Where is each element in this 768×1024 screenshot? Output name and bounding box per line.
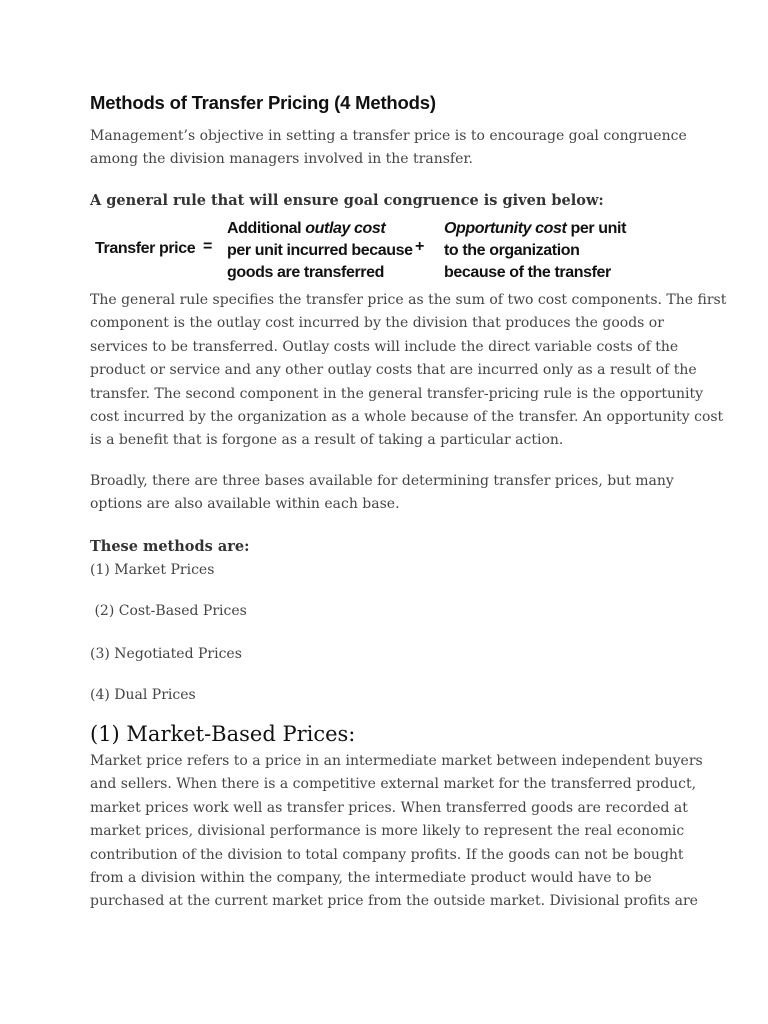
- formula-opportunity-line3: because of the transfer: [444, 264, 611, 281]
- intro-line: Management’s objective in setting a transfer price is to encourage goal congruence: [90, 128, 687, 144]
- method-item-cost-based: (2) Cost-Based Prices: [90, 603, 247, 619]
- formula-outlay-line2: per unit incurred because: [227, 242, 413, 259]
- general-rule-line: product or service and any other outlay costs that are incurred only as a result of the: [90, 362, 697, 379]
- method-item-negotiated: (3) Negotiated Prices: [90, 646, 242, 662]
- transfer-price-formula: [90, 218, 630, 286]
- general-rule-line: component is the outlay cost incurred by the division that produces the goods or: [90, 315, 664, 332]
- formula-opportunity-line1: [444, 218, 626, 240]
- general-rule-line: cost incurred by the organization as a whole because of the transfer. An opportunity cost: [90, 409, 724, 426]
- method-item-market: (1) Market Prices: [90, 562, 215, 578]
- bases-line: Broadly, there are three bases available for determining transfer prices, but many: [90, 473, 674, 489]
- market-based-line: contribution of the division to total company profits. If the goods can not be bought: [90, 846, 684, 863]
- general-rule-line: transfer. The second component in the general transfer-pricing rule is the opportunity: [90, 385, 704, 402]
- formula-outlay-line1: [227, 218, 413, 240]
- market-based-line: market prices, divisional performance is more likely to represent the real economic: [90, 823, 685, 840]
- methods-heading: These methods are:: [90, 538, 250, 555]
- formula-outlay-italic: outlay cost: [305, 220, 386, 237]
- general-rule-line: The general rule specifies the transfer price as the sum of two cost components. The first: [90, 292, 727, 308]
- general-rule-line: services to be transferred. Outlay costs will include the direct variable costs of the: [90, 338, 679, 355]
- formula-outlay-prefix: Additional: [227, 220, 306, 237]
- market-based-line: and sellers. When there is a competitive external market for the transferred product,: [90, 776, 697, 793]
- section-heading-market-based: (1) Market-Based Prices:: [90, 722, 356, 746]
- formula-opportunity-line2: to the organization: [444, 242, 580, 259]
- market-based-line: market prices work well as transfer prices. When transferred goods are recorded at: [90, 799, 688, 816]
- page-title: Methods of Transfer Pricing (4 Methods): [90, 92, 436, 113]
- market-based-line: purchased at the current market price from the outside market. Divisional profits are: [90, 893, 698, 910]
- method-item-dual: (4) Dual Prices: [90, 687, 196, 703]
- formula-plus: +: [415, 238, 424, 255]
- bases-paragraph: [90, 470, 688, 517]
- rule-heading: A general rule that will ensure goal congruence is given below:: [90, 192, 604, 209]
- market-based-line: from a division within the company, the intermediate product would have to be: [90, 870, 652, 887]
- bases-line: options are also available within each base.: [90, 496, 400, 513]
- general-rule-paragraph: [90, 289, 727, 453]
- formula-lhs: Transfer price: [95, 240, 196, 257]
- market-based-line: Market price refers to a price in an intermediate market between independent buyers: [90, 753, 703, 769]
- formula-opportunity-suffix: per unit: [566, 220, 626, 237]
- market-based-paragraph: [90, 750, 703, 914]
- formula-outlay-term: [227, 218, 413, 284]
- formula-opportunity-term: [444, 218, 626, 284]
- formula-equals: =: [203, 238, 212, 255]
- intro-paragraph: [90, 125, 688, 172]
- formula-outlay-line3: goods are transferred: [227, 264, 384, 281]
- intro-line: among the division managers involved in the transfer.: [90, 151, 473, 168]
- formula-opportunity-italic: Opportunity cost: [444, 220, 567, 237]
- general-rule-line: is a benefit that is forgone as a result of taking a particular action.: [90, 432, 564, 449]
